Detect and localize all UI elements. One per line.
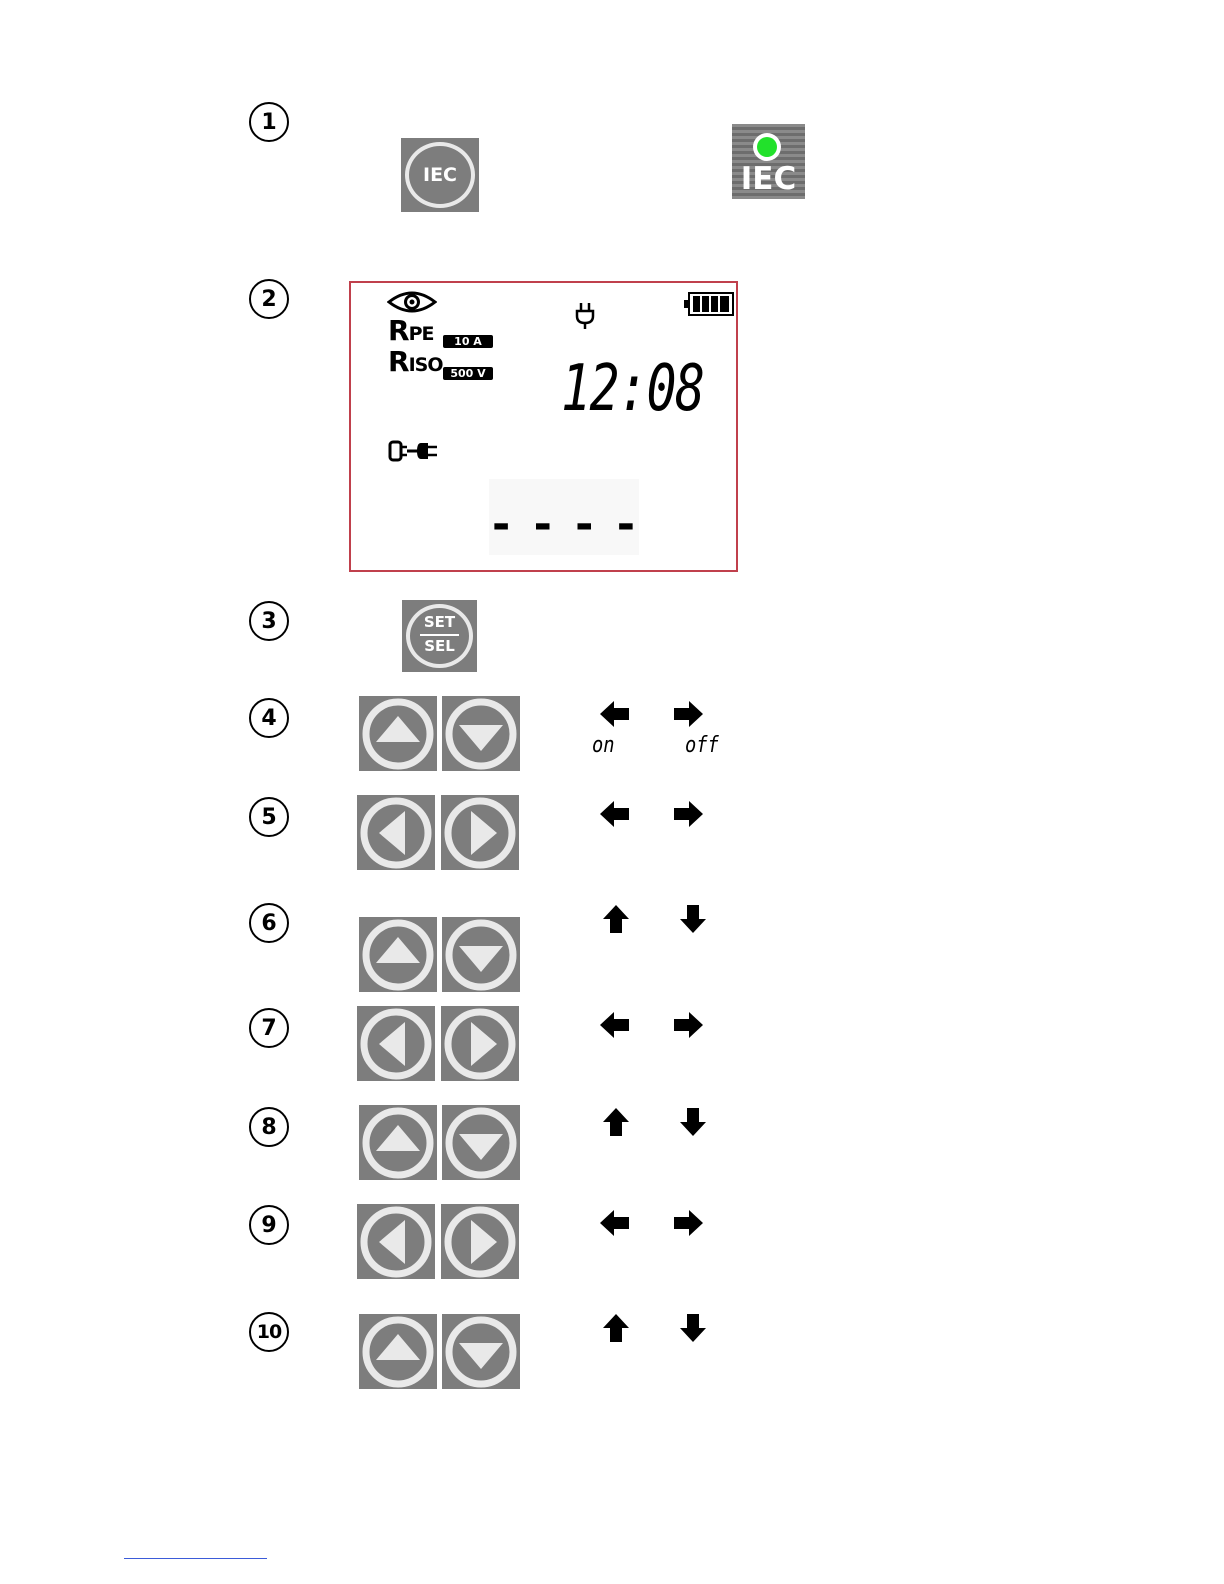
step-number-text: 8: [261, 1114, 277, 1140]
step-number-text: 6: [261, 910, 277, 936]
off-label: off: [685, 733, 719, 758]
rpe-current-badge: 10 A: [443, 335, 493, 348]
left-triangle-icon: [357, 795, 435, 870]
step-number-text: 2: [261, 286, 277, 312]
iec-indicator: [732, 124, 805, 199]
on-label: on: [592, 733, 615, 758]
eye-icon: [387, 290, 437, 314]
iec-key-button[interactable]: [401, 138, 479, 212]
dash-readout: - - - -: [492, 499, 640, 550]
step-number-6: [249, 903, 289, 943]
left-key-button[interactable]: [357, 795, 435, 870]
down-key-button[interactable]: [442, 917, 520, 992]
step-number-1: [249, 102, 289, 142]
left-triangle-icon: [357, 1204, 435, 1279]
up-key-button[interactable]: [359, 1314, 437, 1389]
down-key-button[interactable]: [442, 1314, 520, 1389]
step-number-8: [249, 1107, 289, 1147]
rpe-sub: PE: [408, 323, 434, 345]
right-key-button[interactable]: [441, 795, 519, 870]
step-number-3: [249, 601, 289, 641]
step-number-2: [249, 279, 289, 319]
battery-icon: [684, 292, 734, 316]
right-key-button[interactable]: [441, 1204, 519, 1279]
riso-label: [388, 347, 442, 380]
step-number-text: 9: [261, 1212, 277, 1238]
step-number-5: [249, 797, 289, 837]
right-triangle-icon: [441, 1006, 519, 1081]
step-number-text: 10: [256, 1321, 282, 1343]
step-number-text: 5: [261, 804, 277, 830]
footnote-separator: [124, 1558, 267, 1559]
iec-indicator-label: IEC: [740, 161, 797, 197]
step-number-7: [249, 1008, 289, 1048]
right-triangle-icon: [441, 795, 519, 870]
down-arrow-icon: [678, 1313, 708, 1343]
cable-plug-icon: [388, 438, 440, 464]
down-arrow-icon: [678, 1107, 708, 1137]
right-arrow-icon: [673, 1208, 703, 1238]
up-arrow-icon: [601, 1107, 631, 1137]
up-arrow-icon: [601, 904, 631, 934]
step-number-4: [249, 698, 289, 738]
down-key-button[interactable]: [442, 1105, 520, 1180]
plug-icon: [574, 302, 596, 330]
left-key-button[interactable]: [357, 1006, 435, 1081]
down-triangle-icon: [442, 696, 520, 771]
down-triangle-icon: [442, 1105, 520, 1180]
up-key-button[interactable]: [359, 1105, 437, 1180]
up-arrow-icon: [601, 1313, 631, 1343]
left-arrow-icon: [600, 799, 630, 829]
step-number-10: [249, 1312, 289, 1352]
step-number-text: 4: [261, 705, 277, 731]
right-arrow-icon: [673, 699, 703, 729]
time-readout: 12:08: [561, 352, 704, 426]
right-arrow-icon: [673, 1010, 703, 1040]
down-key-button[interactable]: [442, 696, 520, 771]
riso-sub: ISO: [408, 354, 443, 376]
down-arrow-icon: [678, 904, 708, 934]
up-triangle-icon: [359, 1314, 437, 1389]
set-sel-key-button[interactable]: [402, 600, 477, 672]
down-triangle-icon: [442, 1314, 520, 1389]
step-number-text: 7: [261, 1015, 277, 1041]
left-triangle-icon: [357, 1006, 435, 1081]
up-triangle-icon: [359, 917, 437, 992]
step-number-text: 3: [261, 608, 277, 634]
left-arrow-icon: [600, 1208, 630, 1238]
left-key-button[interactable]: [357, 1204, 435, 1279]
sel-label: SEL: [424, 637, 455, 655]
left-arrow-icon: [600, 1010, 630, 1040]
down-triangle-icon: [442, 917, 520, 992]
up-triangle-icon: [359, 696, 437, 771]
step-number-text: 1: [261, 109, 277, 135]
green-led-icon: [757, 137, 777, 157]
riso-voltage-badge: 500 V: [443, 367, 493, 380]
right-triangle-icon: [441, 1204, 519, 1279]
up-triangle-icon: [359, 1105, 437, 1180]
lcd-display: [349, 281, 738, 572]
set-sel-divider: [420, 634, 459, 636]
iec-key-label: IEC: [423, 164, 457, 186]
right-arrow-icon: [673, 799, 703, 829]
set-label: SET: [423, 613, 456, 631]
rpe-main: R: [388, 314, 409, 347]
up-key-button[interactable]: [359, 917, 437, 992]
step-number-9: [249, 1205, 289, 1245]
right-key-button[interactable]: [441, 1006, 519, 1081]
left-arrow-icon: [600, 699, 630, 729]
riso-main: R: [388, 345, 409, 378]
up-key-button[interactable]: [359, 696, 437, 771]
